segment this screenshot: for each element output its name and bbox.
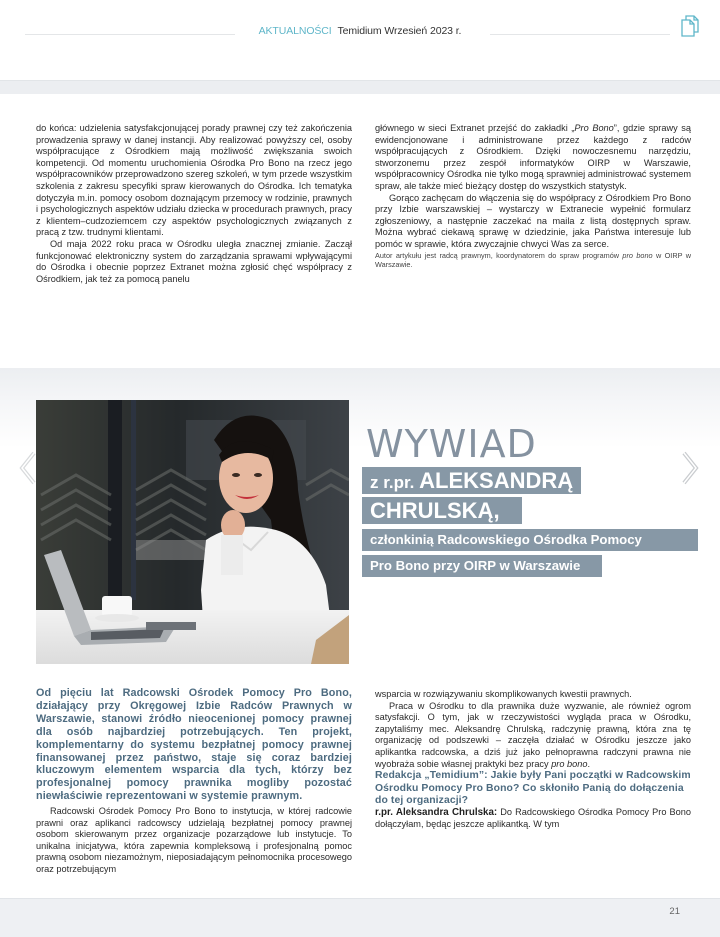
- interview-question: Redakcja „Temidium”: Jakie były Pani początki w Radcowskim Ośrodku Pomocy Pro Bono? Co skłoniło Panią do dołączenia do tej organizacji?: [375, 770, 691, 806]
- speaker-label: r.pr. Aleksandra Chrulska:: [375, 807, 498, 819]
- text: .: [587, 758, 591, 769]
- interview-subtitle-line-2: Pro Bono przy OIRP w Warszawie: [362, 555, 602, 577]
- italic-text: Pro Bono: [574, 123, 614, 133]
- text: Praca w Ośrodku to dla prawnika duże wyzwanie, ale również ogrom satysfakcji. O tym, jak w rzeczywistości wygląda praca w Ośrodku, zapytaliśmy mec. Aleksandrę Chrulską, radczynię prawną, która zna tę organizację od podszewki – zaczęła działać w Ośrodku jeszcze jako aplikantka radcowska, a dziś już jako pełnoprawna radczyni prawna nie wyobraża sobie własnej praktyki bez pracy: [375, 700, 691, 769]
- paragraph: Od maja 2022 roku praca w Ośrodku uległa znacznej zmianie. Zaczął funkcjonować elektroniczny system do zarządzania sprawami wpływającymi do Ośrodka i obecnie poprzez Extranet można zgłosić chęć współpracy z Ośrodkiem, jak też za pomocą panelu: [36, 238, 352, 284]
- header-title: [0, 25, 720, 37]
- text: głównego w sieci Extranet przejść do zakładki „: [375, 123, 575, 133]
- text: ”, gdzie sprawy są ewidencjonowane i administrowane przez każdego z radców współpracujących z Ośrodkiem. Dzięki nowoczesnemu narzędziu, stworzonemu przez zespół informatyków OIRP w Warszawie, współpracownicy Ośrodka nie tylko mogą sprawniej administrować systemem spraw, ale także mieć bieżący dostęp do wszystkich statystyk.: [375, 123, 691, 191]
- paragraph: [375, 701, 691, 771]
- italic-text: pro bono: [551, 758, 588, 769]
- italic-text: pro bono: [622, 250, 653, 260]
- interview-photo: [36, 400, 349, 664]
- previous-page-arrow-icon[interactable]: [18, 450, 40, 486]
- page-header: [0, 0, 720, 80]
- page-separator: [0, 80, 720, 94]
- interview-subtitle-line-1: członkinią Radcowskiego Ośrodka Pomocy: [362, 529, 698, 551]
- page-footer: [0, 898, 720, 937]
- title-prefix: z r.pr.: [370, 473, 420, 492]
- paragraph: wsparcia w rozwiązywaniu skomplikowanych kwestii prawnych.: [375, 689, 632, 699]
- lead-paragraph: Od pięciu lat Radcowski Ośrodek Pomocy Pro Bono, działający przy Okręgowej Izbie Radców Prawnych w Warszawie, stanowi źródło nieocenionej pomocy prawnej dla osób najbardziej potrzebujących. Ten projekt, komplementarny do systemu bezpłatnej pomocy prawnej finansowanej przez państwo, staje się coraz bardziej kluczowym elementem wsparcia dla tych, którzy bez profesjonalnej pomocy prawnika mogliby pozostać niewłaściwie reprezentowani w systemie prawnym.: [36, 687, 352, 803]
- text: Autor artykułu jest radcą prawnym, koordynatorem do spraw programów: [375, 250, 623, 260]
- answer-text: Do Radcowskiego Ośrodka Pomocy Pro Bono dołączyłam, będąc jeszcze aplikantką. W tym: [375, 807, 692, 829]
- portrait-image: [36, 400, 349, 664]
- header-rule-right: [490, 34, 670, 35]
- title-name: ALEKSANDRĄ: [419, 468, 574, 493]
- author-footnote: [375, 251, 691, 270]
- text: w OIRP w Warszawie.: [375, 250, 691, 269]
- interview-heading: WYWIAD: [366, 422, 537, 466]
- paragraph: Gorąco zachęcam do włączenia się do współpracy z Ośrodkiem Pro Bono przy Izbie warszawskiej – wystarczy w Extranecie wypełnić formularz zgłoszeniowy, a następnie zaczekać na maila z listą dostępnych spraw. Można wybrać ciekawą sprawę w dziedzinie, jaka Państwa interesuje lub pomóc w sprawie, która zwyczajnie chwyci Was za serce.: [375, 192, 691, 249]
- article-column-right: [375, 123, 691, 269]
- interview-column-right: [375, 689, 691, 831]
- issue-label: Temidium Wrzesień 2023 r.: [337, 25, 462, 37]
- interview-column-left: [36, 806, 352, 876]
- page-number: 21: [669, 906, 680, 917]
- article-column-left: [36, 123, 352, 285]
- paragraph: [375, 123, 691, 193]
- paragraph: Radcowski Ośrodek Pomocy Pro Bono to instytucja, w której radcowie prawni oraz aplikanci radcowscy udzielają bezpłatnej pomocy prawnej osobom skierowanym przez organizacje pozarządowe lub instytucje. To unikalna inicjatywa, która zapewnia kompleksową i profesjonalną pomoc prawną osobom niezamożnym, nieposiadającym pełnomocnika procesowego oraz potrzebującym: [36, 806, 352, 874]
- interview-answer: [375, 807, 691, 830]
- interview-title-line-2: CHRULSKĄ,: [362, 497, 522, 524]
- paragraph: do końca: udzielenia satysfakcjonującej porady prawnej czy też zakończenia prowadzenia sprawy w danej instancji. Aby realizować powyższy cel, osoby współpracujące z Ośrodkiem mają możliwość zwiększania swoich kompetencji. Od momentu uruchomienia Ośrodka Pro Bono na rzecz jego współpracowników przeprowadzono szereg szkoleń, w tym przede wszystkim szkolenia z zakresu specyfiki spraw kierowanych do Ośrodka. Ich tematyka dotyczyła m.in. pomocy osobom doznającym przemocy w rodzinie, prawnych i psychologicznych aspektów udziału dziecka w procedurach prawnych, pracy z klientem–cudzoziemcem czy aspektów psychologicznych związanych z pracą z tzw. trudnymi klientami.: [36, 123, 352, 238]
- section-label: AKTUALNOŚCI: [258, 25, 332, 37]
- next-page-arrow-icon[interactable]: [678, 450, 700, 486]
- pages-icon[interactable]: [680, 14, 702, 38]
- interview-title-line-1: [362, 467, 581, 494]
